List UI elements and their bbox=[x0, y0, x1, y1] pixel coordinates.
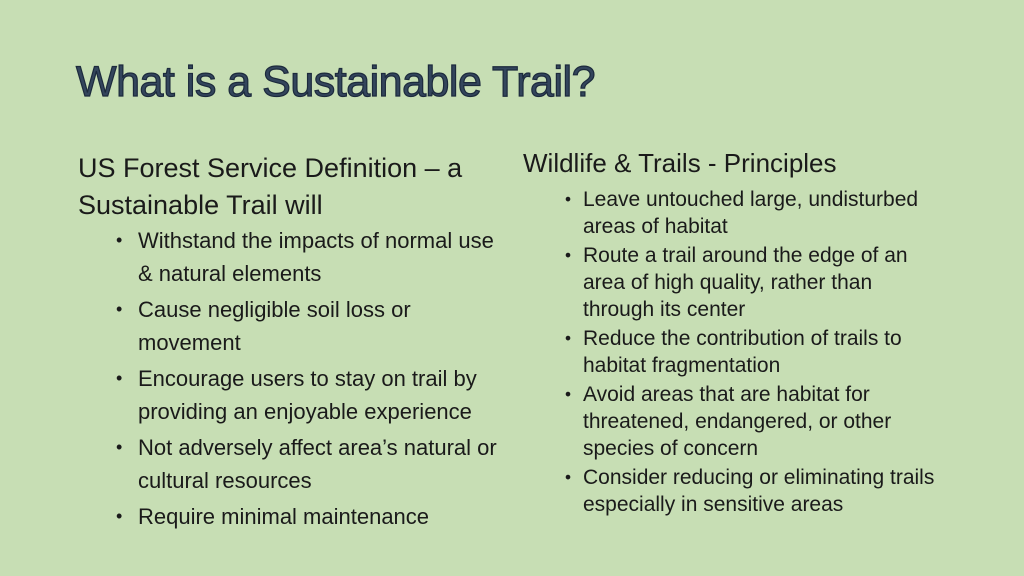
bullet-text-line: Encourage users to stay on trail by bbox=[138, 366, 477, 391]
bullet-item bbox=[523, 381, 993, 462]
bullet-text-line: Not adversely affect area’s natural or bbox=[138, 435, 497, 460]
bullet-item bbox=[78, 293, 524, 359]
bullet-text-line: Withstand the impacts of normal use bbox=[138, 228, 494, 253]
left-column bbox=[78, 150, 524, 536]
bullet-item bbox=[78, 500, 524, 533]
bullet-text-line: Avoid areas that are habitat for bbox=[583, 383, 870, 406]
right-column bbox=[523, 146, 993, 520]
bullet-item bbox=[78, 431, 524, 497]
bullet-text-line: through its center bbox=[583, 298, 746, 321]
left-bullet-list bbox=[78, 224, 524, 533]
heading-line: Sustainable Trail will bbox=[78, 190, 323, 220]
bullet-text-line: areas of habitat bbox=[583, 215, 728, 238]
bullet-item bbox=[523, 242, 993, 323]
right-column-heading bbox=[523, 146, 993, 180]
left-column-heading bbox=[78, 150, 524, 224]
heading-line: US Forest Service Definition – a bbox=[78, 153, 463, 183]
bullet-text-line: cultural resources bbox=[138, 468, 312, 493]
bullet-text-line: threatened, endangered, or other bbox=[583, 410, 892, 433]
bullet-text-line: especially in sensitive areas bbox=[583, 493, 844, 516]
bullet-marker: • bbox=[116, 299, 123, 319]
bullet-item bbox=[523, 186, 993, 240]
right-bullet-list bbox=[523, 186, 993, 518]
bullet-text-line: area of high quality, rather than bbox=[583, 271, 873, 294]
bullet-text-line: Cause negligible soil loss or bbox=[138, 297, 411, 322]
bullet-item bbox=[523, 464, 993, 518]
bullet-marker: • bbox=[116, 368, 123, 388]
bullet-marker: • bbox=[565, 189, 572, 209]
heading-line: Wildlife & Trails - Principles bbox=[523, 148, 837, 178]
bullet-marker: • bbox=[565, 328, 572, 348]
bullet-marker: • bbox=[116, 230, 123, 250]
bullet-marker: • bbox=[116, 437, 123, 457]
bullet-text-line: & natural elements bbox=[138, 261, 322, 286]
bullet-item bbox=[78, 224, 524, 290]
bullet-marker: • bbox=[565, 384, 572, 404]
slide-title: What is a Sustainable Trail? bbox=[76, 58, 595, 106]
bullet-text-line: Leave untouched large, undisturbed bbox=[583, 188, 919, 211]
bullet-marker: • bbox=[565, 245, 572, 265]
bullet-item bbox=[78, 362, 524, 428]
bullet-text-line: species of concern bbox=[583, 437, 759, 460]
bullet-marker: • bbox=[565, 467, 572, 487]
bullet-text-line: Require minimal maintenance bbox=[138, 504, 430, 529]
bullet-text-line: Reduce the contribution of trails to bbox=[583, 327, 902, 350]
bullet-item bbox=[523, 325, 993, 379]
bullet-text-line: movement bbox=[138, 330, 241, 355]
bullet-marker: • bbox=[116, 506, 123, 526]
bullet-text-line: habitat fragmentation bbox=[583, 354, 781, 377]
bullet-text-line: Route a trail around the edge of an bbox=[583, 244, 908, 267]
bullet-text-line: Consider reducing or eliminating trails bbox=[583, 466, 935, 489]
bullet-text-line: providing an enjoyable experience bbox=[138, 399, 472, 424]
